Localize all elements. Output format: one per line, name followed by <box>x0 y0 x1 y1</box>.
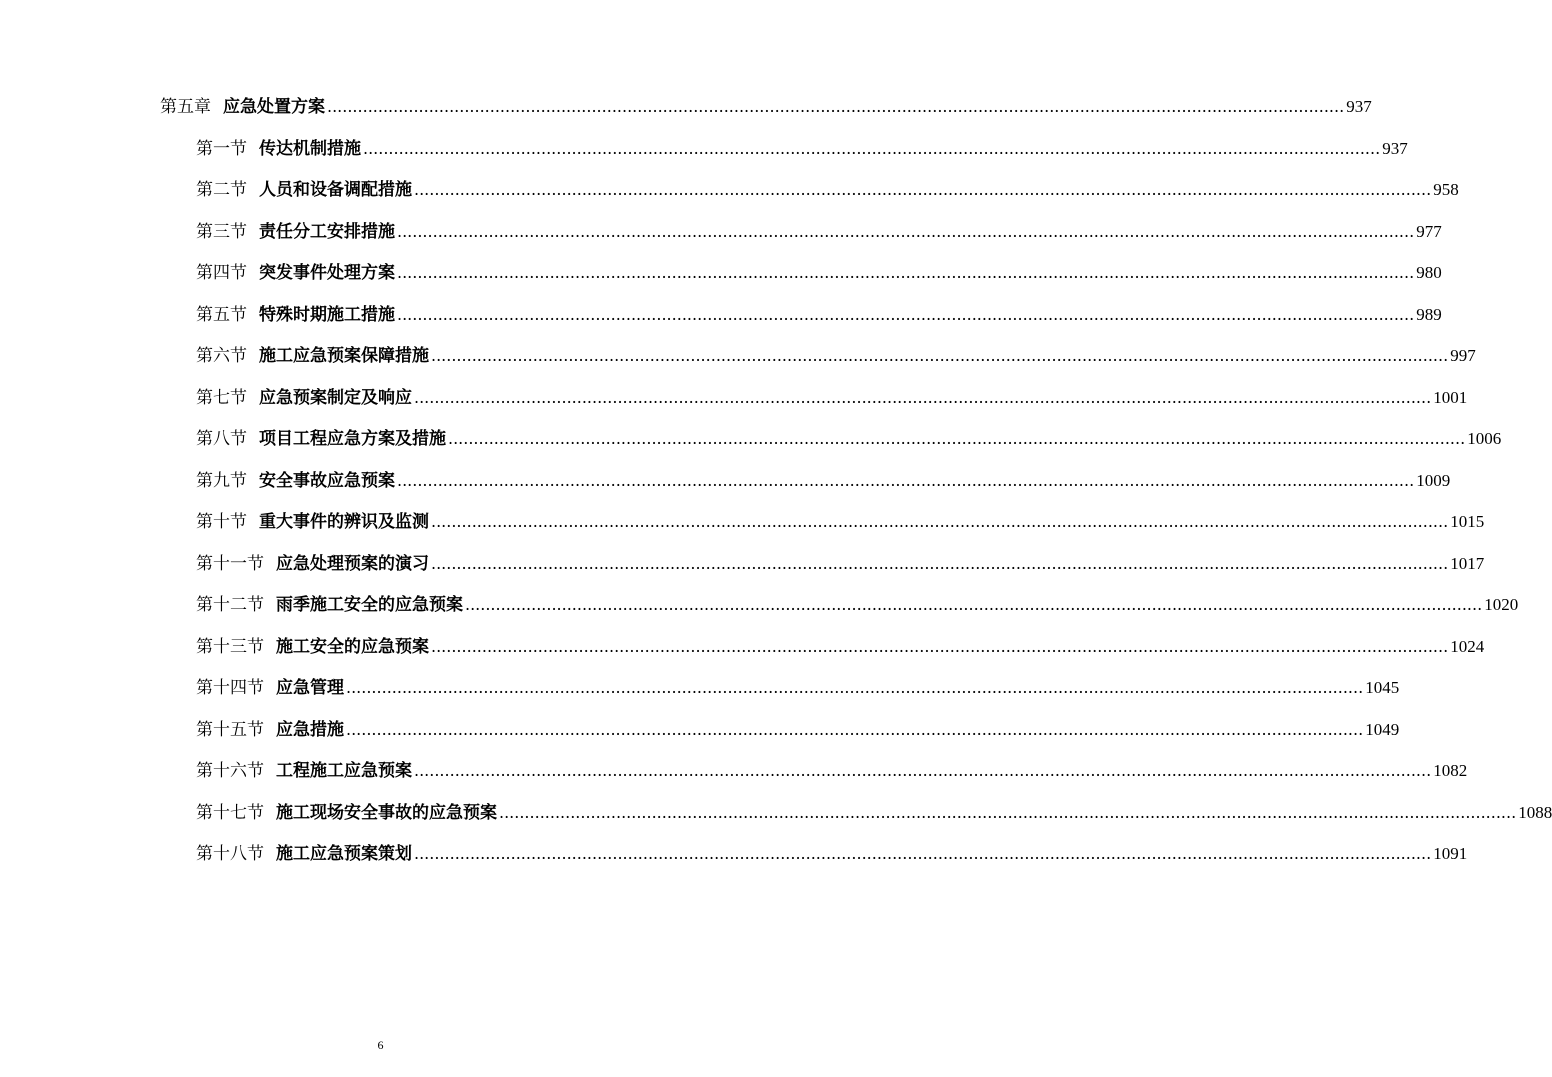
toc-section-entry[interactable] <box>196 839 1468 869</box>
toc-entry-page: 1049 <box>1365 719 1400 739</box>
toc-entry-title: 安全事故应急预案 <box>259 470 395 491</box>
toc-entry-number: 第十七节 <box>196 802 264 823</box>
toc-entry-title: 施工应急预案策划 <box>276 844 412 864</box>
toc-section-entry[interactable] <box>196 798 1552 828</box>
toc-dot-leader: ........................................................................................................................................................................................................ <box>499 802 1517 822</box>
toc-chapter-entry[interactable] <box>160 92 1372 122</box>
toc-entry-page: 1006 <box>1467 429 1502 448</box>
toc-entry-number: 第十一节 <box>196 553 264 574</box>
toc-entry-page: 997 <box>1450 346 1476 365</box>
toc-entry-number: 第七节 <box>196 387 247 408</box>
toc-section-entry[interactable] <box>196 549 1485 579</box>
toc-entry-number: 第十四节 <box>196 678 264 698</box>
toc-dot-leader: ........................................................................................................................................................................................................ <box>397 221 1415 241</box>
toc-dot-leader: ........................................................................................................................................................................................................ <box>397 263 1415 282</box>
toc-entry-title: 人员和设备调配措施 <box>259 180 412 200</box>
page-number: 6 <box>377 1038 384 1052</box>
toc-entry-page: 1020 <box>1484 595 1519 614</box>
toc-entry-page: 1017 <box>1450 553 1485 573</box>
toc-entry-title: 雨季施工安全的应急预案 <box>276 595 463 615</box>
toc-entry-number: 第五节 <box>196 304 247 325</box>
toc-section-entry[interactable] <box>196 258 1442 288</box>
toc-section-entry[interactable] <box>196 300 1442 330</box>
toc-section-entry[interactable] <box>196 134 1408 164</box>
toc-entry-page: 1009 <box>1416 470 1451 490</box>
toc-entry-number: 第十八节 <box>196 844 264 864</box>
toc-entry-number: 第十五节 <box>196 719 264 740</box>
toc-entry-number: 第十二节 <box>196 595 264 615</box>
toc-dot-leader: ........................................................................................................................................................................................................ <box>465 595 1483 614</box>
toc-section-entry[interactable] <box>196 715 1400 745</box>
toc-dot-leader: ........................................................................................................................................................................................................ <box>327 97 1345 116</box>
toc-dot-leader: ........................................................................................................................................................................................................ <box>346 719 1364 739</box>
toc-entry-page: 937 <box>1382 138 1408 158</box>
toc-entry-page: 1088 <box>1518 802 1552 822</box>
toc-dot-leader: ........................................................................................................................................................................................................ <box>414 180 1432 199</box>
toc-entry-page: 1024 <box>1450 636 1485 656</box>
toc-dot-leader: ........................................................................................................................................................................................................ <box>431 512 1449 531</box>
toc-entry-title: 传达机制措施 <box>259 138 361 159</box>
toc-entry-title: 施工应急预案保障措施 <box>259 346 429 366</box>
toc-entry-title: 应急处理预案的演习 <box>276 553 429 574</box>
toc-dot-leader: ........................................................................................................................................................................................................ <box>431 346 1449 365</box>
toc-section-entry[interactable] <box>196 632 1485 662</box>
toc-section-entry[interactable] <box>196 673 1400 703</box>
toc-section-entry[interactable] <box>196 756 1468 786</box>
toc-dot-leader: ........................................................................................................................................................................................................ <box>448 429 1466 448</box>
toc-entry-page: 980 <box>1416 263 1442 282</box>
toc-entry-title: 应急措施 <box>276 719 344 740</box>
toc-entry-number: 第八节 <box>196 429 247 449</box>
toc-entry-title: 特殊时期施工措施 <box>259 304 395 325</box>
toc-dot-leader: ........................................................................................................................................................................................................ <box>397 304 1415 324</box>
toc-entry-page: 1091 <box>1433 844 1468 863</box>
toc-entry-title: 突发事件处理方案 <box>259 263 395 283</box>
toc-entry-title: 重大事件的辨识及监测 <box>259 512 429 532</box>
toc-entry-page: 958 <box>1433 180 1459 199</box>
toc-section-entry[interactable] <box>196 217 1442 247</box>
toc-entry-title: 施工现场安全事故的应急预案 <box>276 802 497 823</box>
toc-entry-page: 1001 <box>1433 387 1468 407</box>
toc-entry-number: 第十节 <box>196 512 247 532</box>
toc-entry-title: 应急管理 <box>276 678 344 698</box>
toc-entry-title: 项目工程应急方案及措施 <box>259 429 446 449</box>
toc-dot-leader: ........................................................................................................................................................................................................ <box>431 636 1449 656</box>
toc-entry-page: 1015 <box>1450 512 1485 531</box>
toc-section-entry[interactable] <box>196 466 1451 496</box>
toc-section-entry[interactable] <box>196 424 1502 454</box>
toc-section-entry[interactable] <box>196 590 1519 620</box>
toc-dot-leader: ........................................................................................................................................................................................................ <box>397 470 1415 490</box>
toc-dot-leader: ........................................................................................................................................................................................................ <box>414 761 1432 780</box>
toc-dot-leader: ........................................................................................................................................................................................................ <box>414 844 1432 863</box>
toc-entry-number: 第六节 <box>196 346 247 366</box>
toc-entry-title: 应急预案制定及响应 <box>259 387 412 408</box>
toc-entry-number: 第十六节 <box>196 761 264 781</box>
toc-entry-number: 第五章 <box>160 97 211 117</box>
toc-entry-number: 第三节 <box>196 221 247 242</box>
toc-entry-page: 989 <box>1416 304 1442 324</box>
toc-dot-leader: ........................................................................................................................................................................................................ <box>363 138 1381 158</box>
toc-dot-leader: ........................................................................................................................................................................................................ <box>414 387 1432 407</box>
toc-entry-page: 977 <box>1416 221 1442 241</box>
toc-entry-title: 工程施工应急预案 <box>276 761 412 781</box>
toc-entry-title: 施工安全的应急预案 <box>276 636 429 657</box>
toc-entry-number: 第一节 <box>196 138 247 159</box>
toc-section-entry[interactable] <box>196 341 1476 371</box>
toc-dot-leader: ........................................................................................................................................................................................................ <box>431 553 1449 573</box>
toc-section-entry[interactable] <box>196 507 1485 537</box>
toc-dot-leader: ........................................................................................................................................................................................................ <box>346 678 1364 697</box>
toc-entry-page: 1045 <box>1365 678 1400 697</box>
toc-entry-title: 责任分工安排措施 <box>259 221 395 242</box>
toc-entry-number: 第九节 <box>196 470 247 491</box>
toc-entry-title: 应急处置方案 <box>223 97 325 117</box>
toc-entry-number: 第四节 <box>196 263 247 283</box>
toc-entry-number: 第二节 <box>196 180 247 200</box>
toc-entry-page: 937 <box>1346 97 1372 116</box>
toc-entry-page: 1082 <box>1433 761 1468 780</box>
toc-section-entry[interactable] <box>196 383 1468 413</box>
toc-entry-number: 第十三节 <box>196 636 264 657</box>
toc-section-entry[interactable] <box>196 175 1459 205</box>
